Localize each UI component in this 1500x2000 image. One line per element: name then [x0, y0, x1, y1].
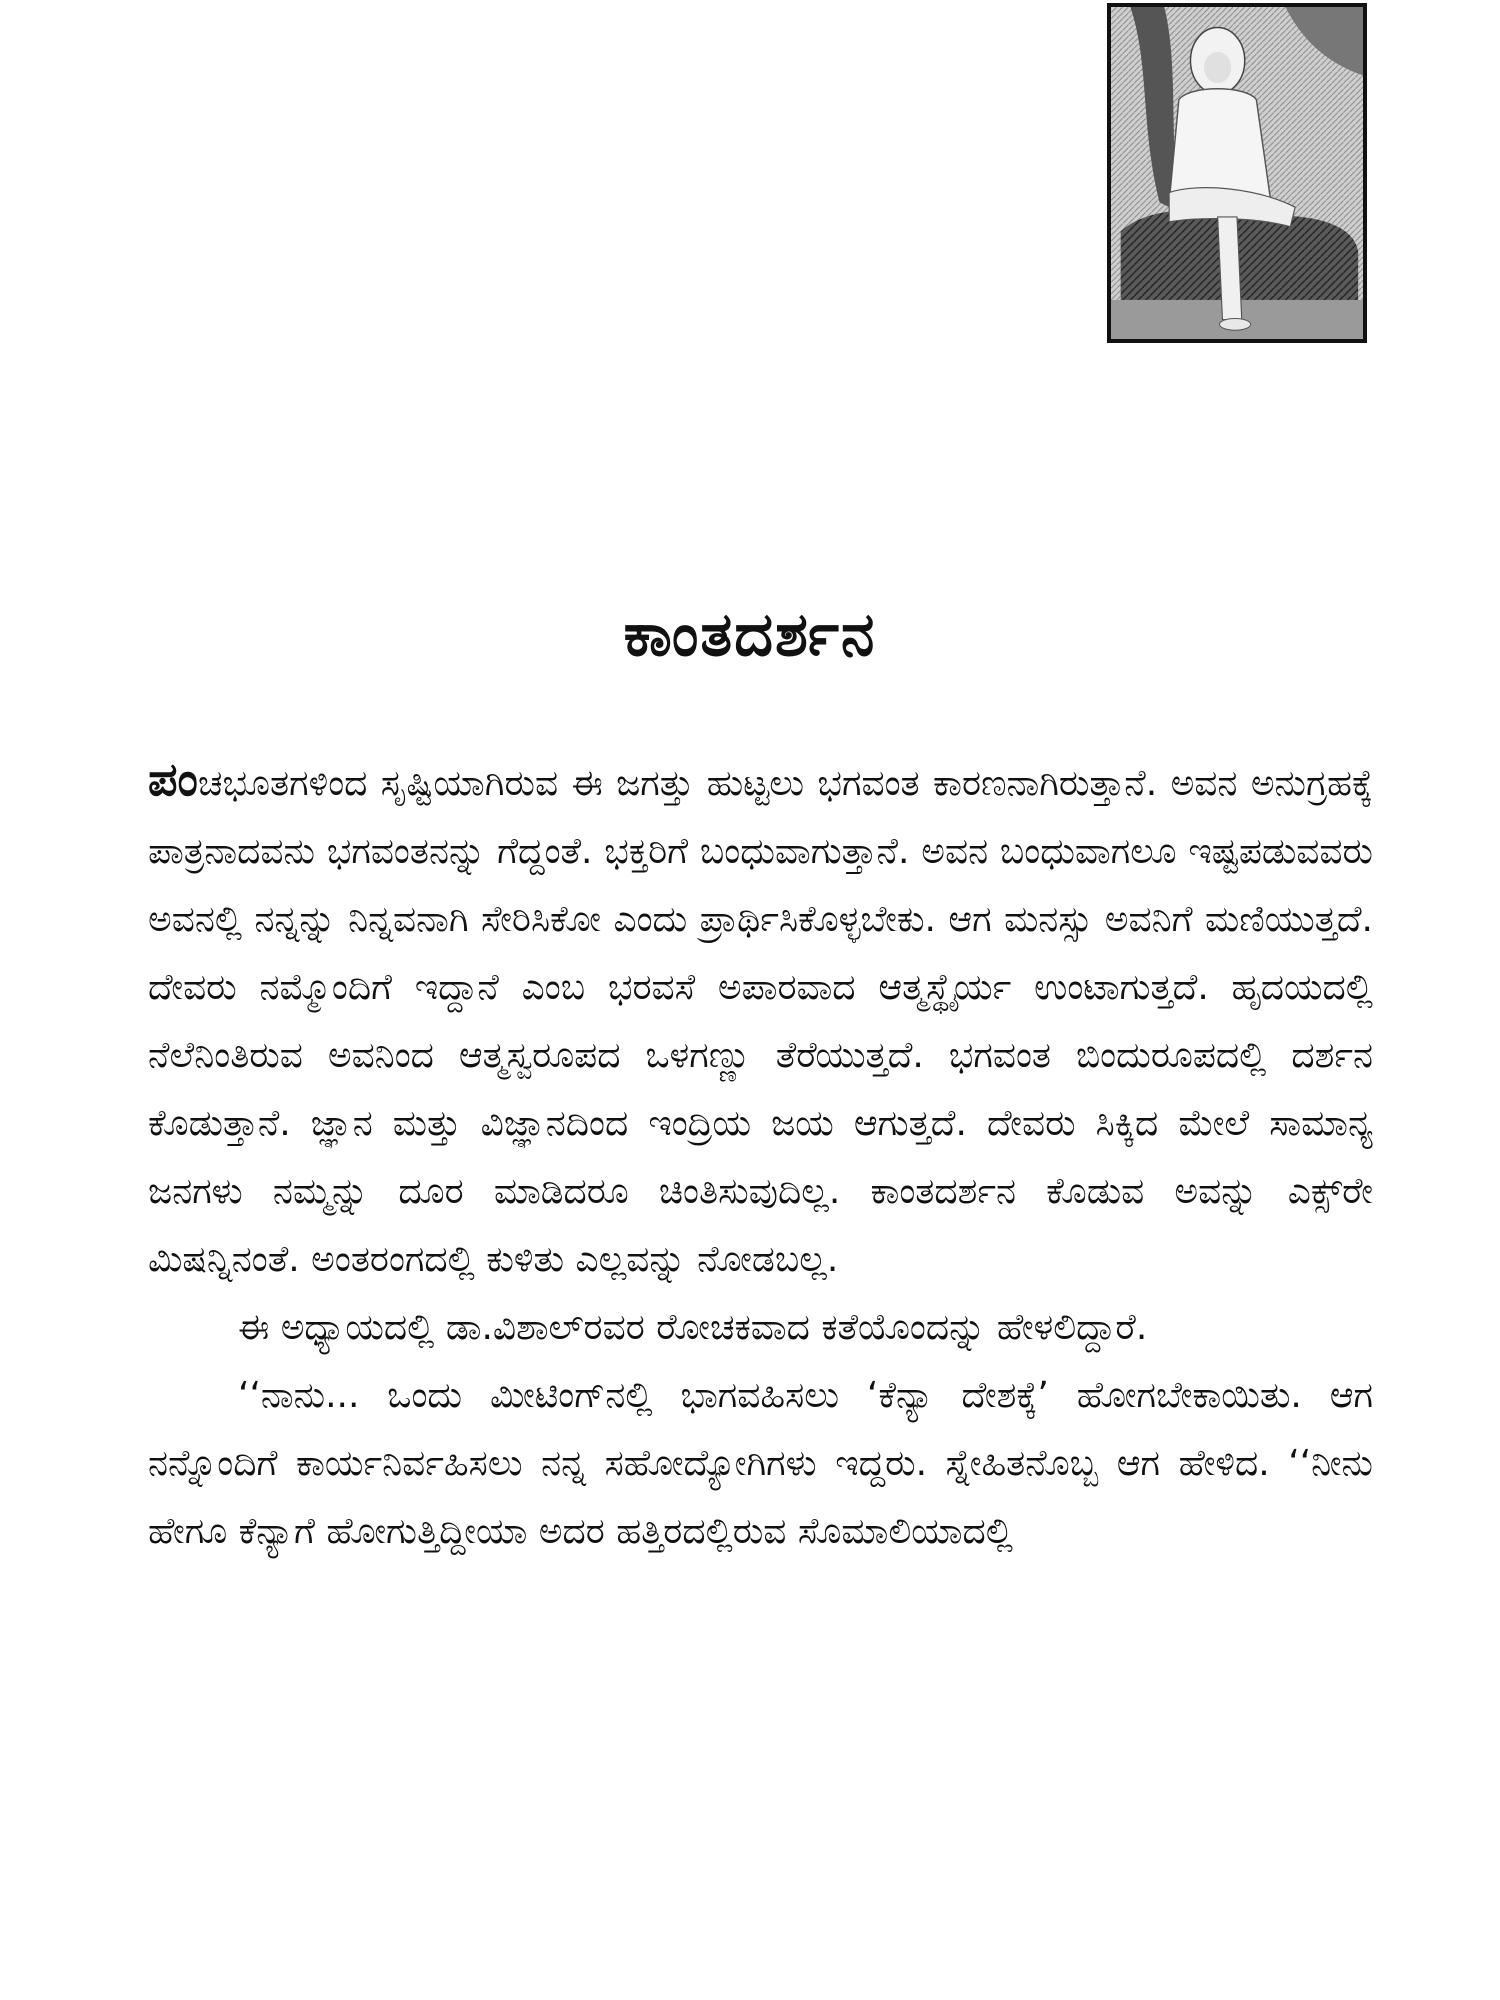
paragraph-lead: ಪಂ	[148, 752, 198, 806]
paragraph-text: ಚಭೂತಗಳಿಂದ ಸೃಷ್ಟಿಯಾಗಿರುವ ಈ ಜಗತ್ತು ಹುಟ್ಟಲು ಭಗವಂತ ಕಾರಣನಾಗಿರುತ್ತಾನೆ. ಅವನ ಅನುಗ್ರಹಕ್ಕೆ ಪಾತ್ರನಾದವನು ಭಗವಂತನನ್ನು ಗೆದ್ದಂತೆ. ಭಕ್ತರಿಗೆ ಬಂಧುವಾಗುತ್ತಾನೆ. ಅವನ ಬಂಧುವಾಗಲೂ ಇಷ್ಟಪಡುವವರು ಅವನಲ್ಲಿ ನನ್ನನ್ನು ನಿನ್ನವನಾಗಿ ಸೇರಿಸಿಕೋ ಎಂದು ಪ್ರಾರ್ಥಿಸಿಕೊಳ್ಳಬೇಕು. ಆಗ ಮನಸ್ಸು ಅವನಿಗೆ ಮಣಿಯುತ್ತದೆ. ದೇವರು ನಮ್ಮೊಂದಿಗೆ ಇದ್ದಾನೆ ಎಂಬ ಭರವಸೆ ಅಪಾರವಾದ ಆತ್ಮಸ್ಥೈರ್ಯ ಉಂಟಾಗುತ್ತದೆ. ಹೃದಯದಲ್ಲಿ ನೆಲೆನಿಂತಿರುವ ಅವನಿಂದ ಆತ್ಮಸ್ವರೂಪದ ಒಳಗಣ್ಣು ತೆರೆಯುತ್ತದೆ. ಭಗವಂತ ಬಿಂದುರೂಪದಲ್ಲಿ ದರ್ಶನ ಕೊಡುತ್ತಾನೆ. ಜ್ಞಾನ ಮತ್ತು ವಿಜ್ಞಾನದಿಂದ ಇಂದ್ರಿಯ ಜಯ ಆಗುತ್ತದೆ. ದೇವರು ಸಿಕ್ಕಿದ ಮೇಲೆ ಸಾಮಾನ್ಯ ಜನಗಳು ನಮ್ಮನ್ನು ದೂರ ಮಾಡಿದರೂ ಚಿಂತಿಸುವುದಿಲ್ಲ. ಕಾಂತದರ್ಶನ ಕೊಡುವ ಅವನ್ನು ಎಕ್ಸ್‌ರೇ ಮಿಷನ್ನಿನಂತೆ. ಅಂತರಂಗದಲ್ಲಿ ಕುಳಿತು ಎಲ್ಲವನ್ನು ನೋಡಬಲ್ಲ.	[148, 763, 1373, 1280]
chapter-body	[148, 745, 1373, 1566]
paragraph-1	[148, 745, 1373, 1294]
paragraph-2: ಈ ಅಧ್ಯಾಯದಲ್ಲಿ ಡಾ.ವಿಶಾಲ್‌ರವರ ರೋಚಕವಾದ ಕತೆಯೊಂದನ್ನು ಹೇಳಲಿದ್ದಾರೆ.	[238, 1307, 1148, 1348]
saint-photo	[1107, 3, 1367, 343]
saint-photo-image	[1111, 7, 1363, 339]
chapter-title: ಕಾಂತದರ್ಶನ	[623, 600, 877, 670]
paragraph-3: ‘‘ನಾನು... ಒಂದು ಮೀಟಿಂಗ್‌ನಲ್ಲಿ ಭಾಗವಹಿಸಲು ‘ಕೆನ್ಯಾ ದೇಶಕ್ಕೆ’ ಹೋಗಬೇಕಾಯಿತು. ಆಗ ನನ್ನೊಂದಿಗೆ ಕಾರ್ಯನಿರ್ವಹಿಸಲು ನನ್ನ ಸಹೋದ್ಯೋಗಿಗಳು ಇದ್ದರು. ಸ್ನೇಹಿತನೊಬ್ಬ ಆಗ ಹೇಳಿದ. ‘‘ನೀನು ಹೇಗೂ ಕೆನ್ಯಾಗೆ ಹೋಗುತ್ತಿದ್ದೀಯಾ ಅದರ ಹತ್ತಿರದಲ್ಲಿರುವ ಸೊಮಾಲಿಯಾದಲ್ಲಿ	[148, 1375, 1373, 1552]
